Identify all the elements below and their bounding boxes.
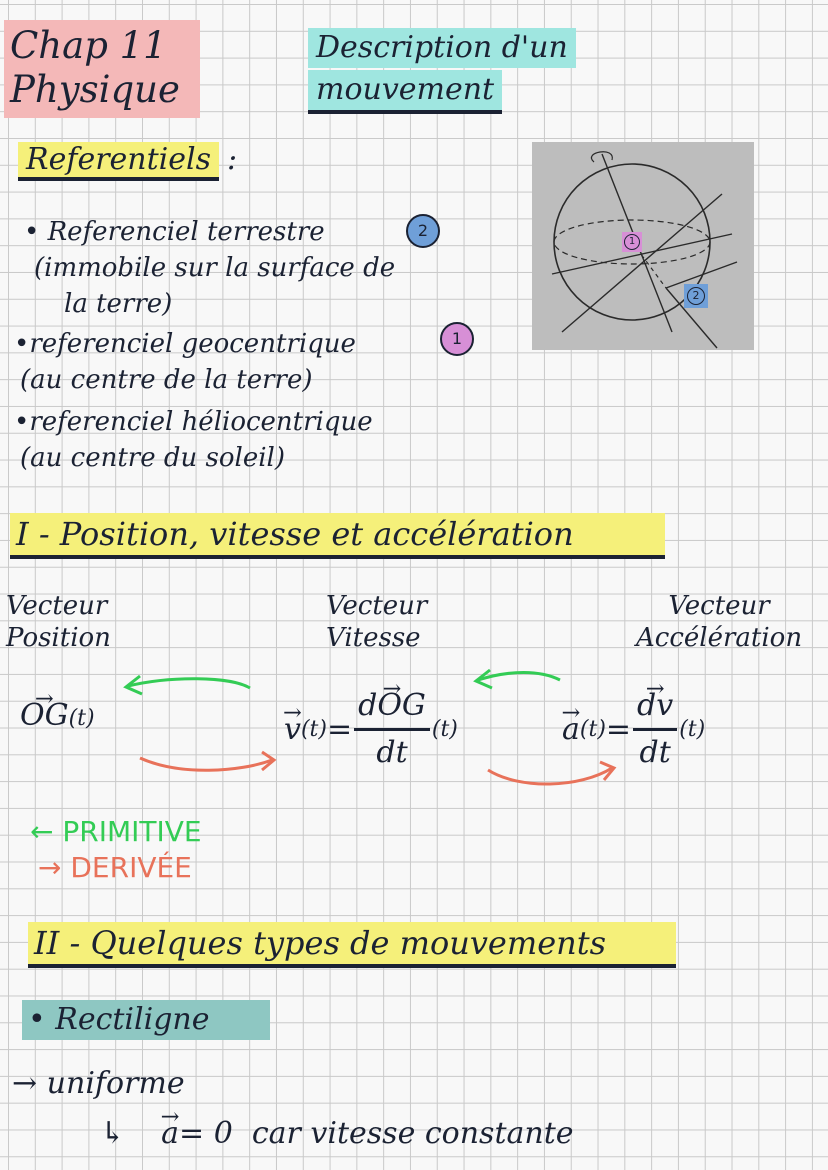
formula-arg: (t) (68, 706, 95, 731)
referentiel-item-line1: • Referenciel terrestre (24, 217, 325, 247)
derivee-arrow-2 (488, 768, 612, 784)
formula-equals: = (605, 711, 632, 747)
badge-1: 1 (440, 322, 474, 356)
referentiel-item-line2: (au centre du soleil) (20, 443, 286, 473)
referentiel-item-line2: (au centre de la terre) (20, 365, 313, 395)
vector-og: → OG (20, 696, 69, 736)
formula-tail: (t) (431, 716, 458, 742)
referentiel-item-line1: •referenciel héliocentrique (14, 407, 373, 437)
formula-rhs: = 0 car vitesse constante (179, 1116, 574, 1151)
column-title-line2: Vitesse (326, 623, 421, 653)
earth-diagram (532, 142, 754, 350)
referentiels-heading-text: Referentiels (18, 142, 219, 181)
sub-uniforme: → uniforme (12, 1066, 185, 1101)
relation-arrows (0, 660, 828, 800)
referentiel-item-line2: (immobile sur la surface de (34, 253, 396, 283)
vector-a-zero: → a (161, 1112, 179, 1156)
earth-diagram-drawing (532, 142, 754, 350)
referentiels-heading-colon: : (227, 142, 238, 177)
fraction-denominator: dt (376, 735, 408, 770)
section1-heading-text: I - Position, vitesse et accélération (10, 513, 665, 559)
title-line1: Description d'un (308, 28, 576, 68)
section1-heading (10, 513, 665, 559)
legend-primitive: ← PRIMITIVE (30, 815, 202, 848)
column-title-line1: Vecteur (668, 591, 770, 621)
referentiels-heading (18, 140, 237, 180)
formula-uniforme (100, 1112, 574, 1156)
primitive-arrow-1 (128, 679, 250, 688)
referentiel-item-terrestre (24, 214, 524, 322)
section2-heading-text: II - Quelques types de mouvements (28, 922, 676, 968)
column-title-line1: Vecteur (326, 591, 428, 621)
diagram-label-1: 1 (624, 234, 640, 250)
vector-v: → v (284, 710, 301, 750)
page-title (308, 28, 598, 114)
column-title-line2: Position (6, 623, 111, 653)
column-title-line2: Accélération (636, 623, 803, 653)
vector-a: → a (562, 710, 580, 750)
column-title-acceleration (636, 590, 802, 654)
chapter-line2: Physique (10, 68, 180, 111)
referentiel-item-line3: la terre) (64, 289, 173, 319)
badge-2: 2 (406, 214, 440, 248)
column-title-position (6, 590, 111, 654)
title-line2: mouvement (308, 70, 502, 114)
referentiel-item-line1: •referenciel geocentrique (14, 329, 356, 359)
formula-prefix: ↳ (100, 1116, 126, 1151)
fraction-denominator: dt (639, 735, 671, 770)
formula-equals: = (326, 711, 353, 747)
formula-arg: (t) (300, 716, 327, 742)
fraction-numerator: → dv (633, 686, 677, 731)
fraction-numerator: → dOG (354, 686, 430, 731)
diagram-label-2: 2 (687, 287, 705, 305)
column-title-line1: Vecteur (6, 591, 108, 621)
primitive-arrow-2 (478, 673, 560, 681)
formula-tail: (t) (679, 716, 706, 742)
referentiel-item-geocentrique (14, 326, 514, 398)
bullet-rectiligne: • Rectiligne (22, 1000, 270, 1040)
referentiel-item-heliocentrique (14, 404, 534, 476)
legend (30, 814, 202, 886)
chapter-line1: Chap 11 (10, 24, 167, 67)
legend-derivee: → DERIVÉE (38, 851, 192, 884)
column-title-vitesse (326, 590, 427, 654)
section2-heading (28, 922, 676, 968)
derivee-arrow-1 (140, 758, 272, 770)
formula-arg: (t) (579, 716, 606, 742)
chapter-label (4, 20, 200, 118)
